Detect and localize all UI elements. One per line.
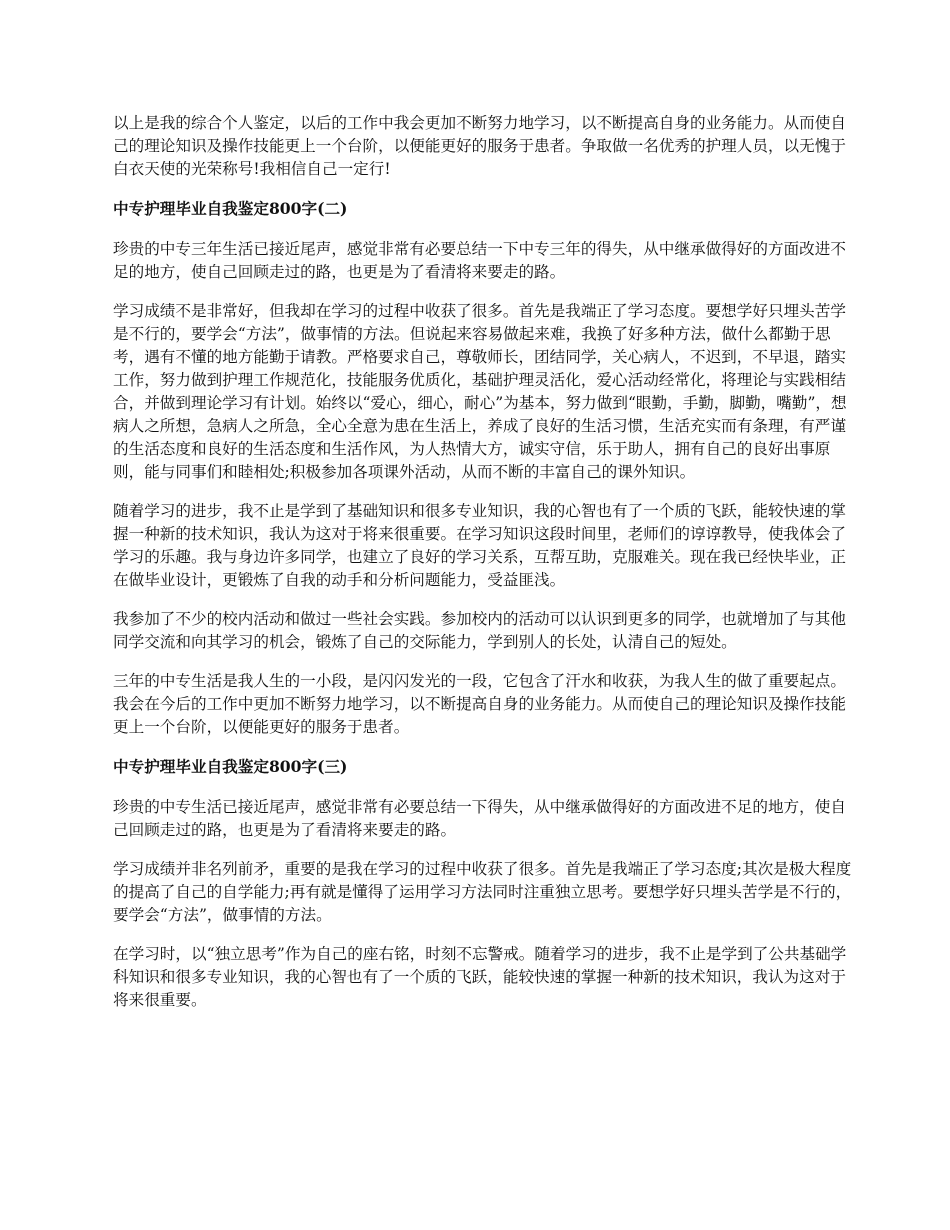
paragraph: 在学习时，以“独立思考”作为自己的座右铭，时刻不忘警戒。随着学习的进步，我不止是学到了公共基础学科知识和很多专业知识，我的心智也有了一个质的飞跃，能较快速的掌握一种新的技术知识，我认为这对于将来很重要。 [113, 945, 847, 1009]
paragraph: 珍贵的中专三年生活已接近尾声，感觉非常有必要总结一下中专三年的得失，从中继承做得好的方面改进不足的地方，使自己回顾走过的路，也更是为了看清将来要走的路。 [113, 240, 846, 281]
paragraph: 我参加了不少的校内活动和做过一些社会实践。参加校内的活动可以认识到更多的同学，也就增加了与其他同学交流和向其学习的机会，锻炼了自己的交际能力，学到别人的长处，认清自己的短处。 [113, 610, 846, 651]
paragraph: 珍贵的中专生活已接近尾声，感觉非常有必要总结一下得失，从中继承做得好的方面改进不足的地方，使自己回顾走过的路，也更是为了看清将来要走的路。 [113, 798, 846, 839]
section-heading-3: 中专护理毕业自我鉴定800字(三) [113, 757, 348, 776]
section-heading-2: 中专护理毕业自我鉴定800字(二) [113, 199, 348, 218]
document-page [113, 112, 853, 1028]
paragraph: 学习成绩并非名列前矛，重要的是我在学习的过程中收获了很多。首先是我端正了学习态度;其次是极大程度的提高了自己的自学能力;再有就是懂得了运用学习方法同时注重独立思考。要想学好只埋头苦学是不行的，要学会“方法”，做事情的方法。 [113, 860, 852, 924]
paragraph: 三年的中专生活是我人生的一小段，是闪闪发光的一段，它包含了汗水和收获，为我人生的做了重要起点。我会在今后的工作中更加不断努力地学习，以不断提高自身的业务能力。从而使自己的理论知识及操作技能更上一个台阶，以便能更好的服务于患者。 [113, 672, 846, 736]
paragraph: 学习成绩不是非常好，但我却在学习的过程中收获了很多。首先是我端正了学习态度。要想学好只埋头苦学是不行的，要学会“方法”，做事情的方法。但说起来容易做起来难，我换了好多种方法，做什么都勤于思考，遇有不懂的地方能勤于请教。严格要求自己，尊敬师长，团结同学，关心病人，不迟到，不早退，踏实工作，努力做到护理工作规范化，技能服务优质化，基础护理灵活化，爱心活动经常化，将理论与实践相结合，并做到理论学习有计划。始终以“爱心，细心，耐心”为基本，努力做到“眼勤，手勤，脚勤，嘴勤”，想病人之所想，急病人之所急，全心全意为患在生活上，养成了良好的生活习惯，生活充实而有条理，有严谨的生活态度和良好的生活态度和生活作风，为人热情大方，诚实守信，乐于助人，拥有自己的良好出事原则，能与同事们和睦相处;积极参加各项课外活动，从而不断的丰富自己的课外知识。 [113, 302, 847, 481]
paragraph: 随着学习的进步，我不止是学到了基础知识和很多专业知识，我的心智也有了一个质的飞跃，能较快速的掌握一种新的技术知识，我认为这对于将来很重要。在学习知识这段时间里，老师们的谆谆教导，使我体会了学习的乐趣。我与身边许多同学，也建立了良好的学习关系，互帮互助，克服难关。现在我已经快毕业，正在做毕业设计，更锻炼了自我的动手和分析问题能力，受益匪浅。 [113, 502, 846, 589]
paragraph-intro-conclusion: 以上是我的综合个人鉴定，以后的工作中我会更加不断努力地学习，以不断提高自身的业务能力。从而使自己的理论知识及操作技能更上一个台阶，以便能更好的服务于患者。争取做一名优秀的护理人员，以无愧于白衣天使的光荣称号!我相信自己一定行! [113, 114, 846, 178]
